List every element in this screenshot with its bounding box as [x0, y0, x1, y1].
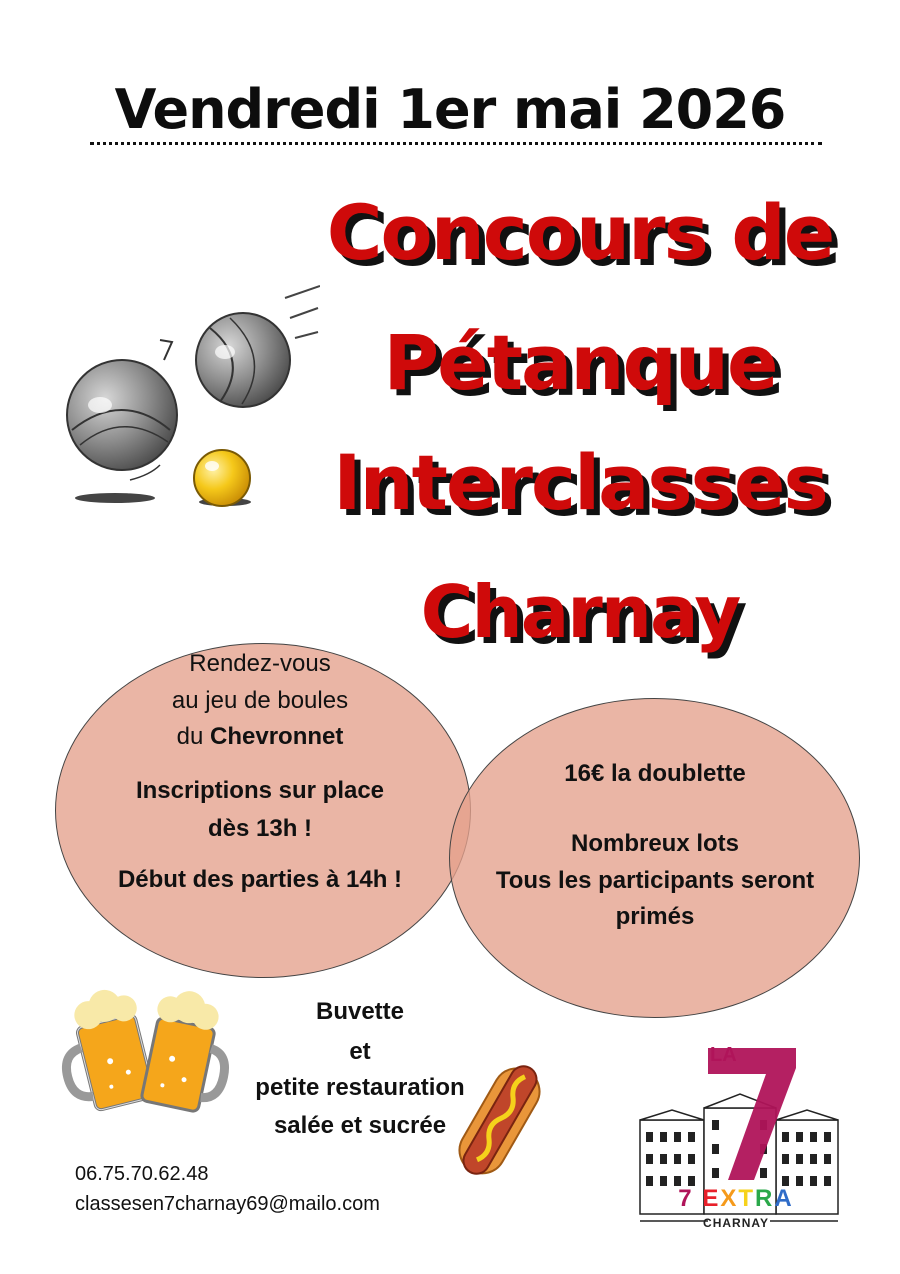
refreshments-line-4: salée et sucrée	[273, 1112, 447, 1139]
title-line-1: Concours de	[326, 188, 834, 277]
title-line-4: Charnay	[420, 570, 740, 654]
logo-extra-letter: T	[738, 1185, 756, 1212]
logo-place: CHARNAY	[703, 1216, 769, 1230]
logo-prefix: LA	[710, 1044, 737, 1066]
price: 16€ la doublette	[564, 760, 746, 787]
refreshments-line-2: et	[349, 1038, 371, 1065]
title-line-3: Interclasses	[333, 438, 827, 527]
hot-dog-icon	[455, 1058, 545, 1183]
inscriptions-line-1: Inscriptions sur place	[135, 777, 385, 804]
phone-number[interactable]: 06.75.70.62.48	[75, 1163, 209, 1185]
meeting-prefix: du	[176, 723, 210, 750]
participants-line-2: primés	[615, 903, 695, 930]
email-address[interactable]: classesen7charnay69@mailo.com	[75, 1193, 380, 1215]
title-line-2: Pétanque	[383, 318, 777, 407]
start-time: Début des parties à 14h !	[117, 866, 403, 893]
logo-extra-letter: E	[702, 1185, 721, 1212]
logo-extra-digit: 7	[678, 1185, 694, 1212]
prizes: Nombreux lots	[570, 830, 740, 857]
logo-extra	[676, 1185, 796, 1213]
event-date: Vendredi 1er mai 2026	[114, 78, 786, 141]
date-underline	[90, 142, 822, 145]
petanque-balls-icon	[60, 280, 320, 515]
beer-mugs-icon	[60, 980, 230, 1120]
logo-extra-letter: R	[755, 1185, 775, 1212]
meeting-place: Chevronnet	[210, 723, 344, 750]
logo-extra-letter: X	[720, 1185, 739, 1212]
logo-extra-word	[702, 1185, 793, 1212]
inscriptions-line-2: dès 13h !	[207, 815, 313, 842]
meeting-line-3	[70, 723, 450, 751]
meeting-line-1: Rendez-vous	[189, 650, 331, 677]
logo-extra-letter: A	[774, 1185, 794, 1212]
refreshments-line-1: Buvette	[315, 998, 405, 1025]
info-bubble-right	[449, 698, 860, 1018]
refreshments-line-3: petite restauration	[255, 1074, 465, 1101]
meeting-line-2: au jeu de boules	[171, 687, 349, 714]
participants-line-1: Tous les participants seront	[495, 867, 815, 894]
